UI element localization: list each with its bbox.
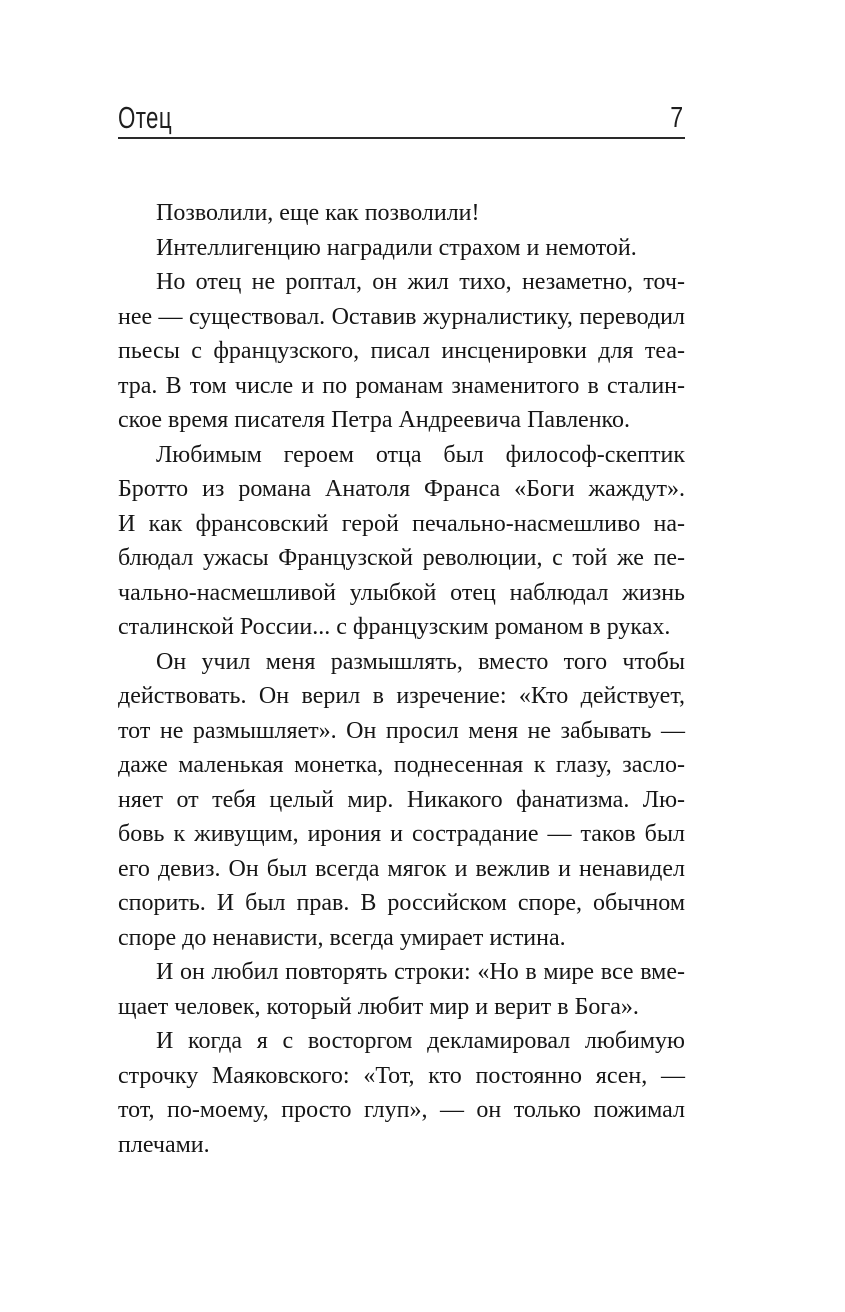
paragraph [118, 265, 685, 438]
text-line: Бротто из романа Анатоля Франса «Боги жаждут». [118, 476, 685, 502]
text-line: тот, по-моему, просто глуп», — он только пожимал [118, 1097, 685, 1123]
text-line: тот не размышляет». Он просил меня не забывать — [118, 717, 685, 744]
running-title: Отец [118, 100, 172, 135]
paragraph [118, 1024, 685, 1162]
text-line: няет от тебя целый мир. Никакого фанатизма. Лю- [118, 786, 685, 813]
text-line: И он любил повторять строки: «Но в мире все вме- [156, 959, 685, 985]
text-line: Любимым героем отца был философ-скептик [156, 441, 685, 468]
text-line: Но отец не роптал, он жил тихо, незаметно, точ- [156, 269, 685, 295]
paragraph [118, 645, 685, 956]
text-line: тра. В том числе и по романам знаменитого в сталин- [118, 372, 685, 399]
text-line: Позволили, еще как позволили! [156, 200, 480, 226]
text-line: нее — существовал. Оставив журналистику, переводил [118, 303, 685, 330]
body-text [118, 196, 685, 1162]
text-line: пьесы с французского, писал инсценировки для теа- [118, 338, 685, 364]
text-line: блюдал ужасы Французской революции, с той же пе- [118, 545, 685, 571]
text-line: И когда я с восторгом декламировал любимую [156, 1028, 685, 1054]
paragraph [118, 438, 685, 645]
text-line: его девиз. Он был всегда мягок и вежлив и ненавидел [118, 855, 685, 882]
text-line: И как франсовский герой печально-насмешливо на- [118, 510, 685, 537]
paragraph [118, 955, 685, 1024]
text-line: плечами. [118, 1131, 210, 1158]
text-line: Он учил меня размышлять, вместо того чтобы [156, 648, 685, 675]
text-line: строчку Маяковского: «Тот, кто постоянно ясен, — [118, 1062, 685, 1089]
text-line: сталинской России... с французским романом в руках. [118, 614, 671, 640]
text-line: споре до ненависти, всегда умирает истина. [118, 924, 566, 951]
text-line: спорить. И был прав. В российском споре, обычном [118, 890, 685, 916]
text-line: щает человек, который любит мир и верит в Бога». [118, 993, 639, 1020]
text-line: даже маленькая монетка, поднесенная к глазу, засло- [118, 752, 685, 778]
text-line: бовь к живущим, ирония и сострадание — таков был [118, 821, 685, 847]
running-head [118, 96, 685, 139]
text-line: действовать. Он верил в изречение: «Кто действует, [118, 683, 685, 709]
paragraph [118, 196, 685, 231]
text-line: чально-насмешливой улыбкой отец наблюдал жизнь [118, 579, 685, 606]
text-line: ское время писателя Петра Андреевича Павленко. [118, 407, 630, 433]
paragraph [118, 231, 685, 266]
page-number: 7 [670, 102, 683, 134]
text-line: Интеллигенцию наградили страхом и немотой. [156, 234, 637, 261]
